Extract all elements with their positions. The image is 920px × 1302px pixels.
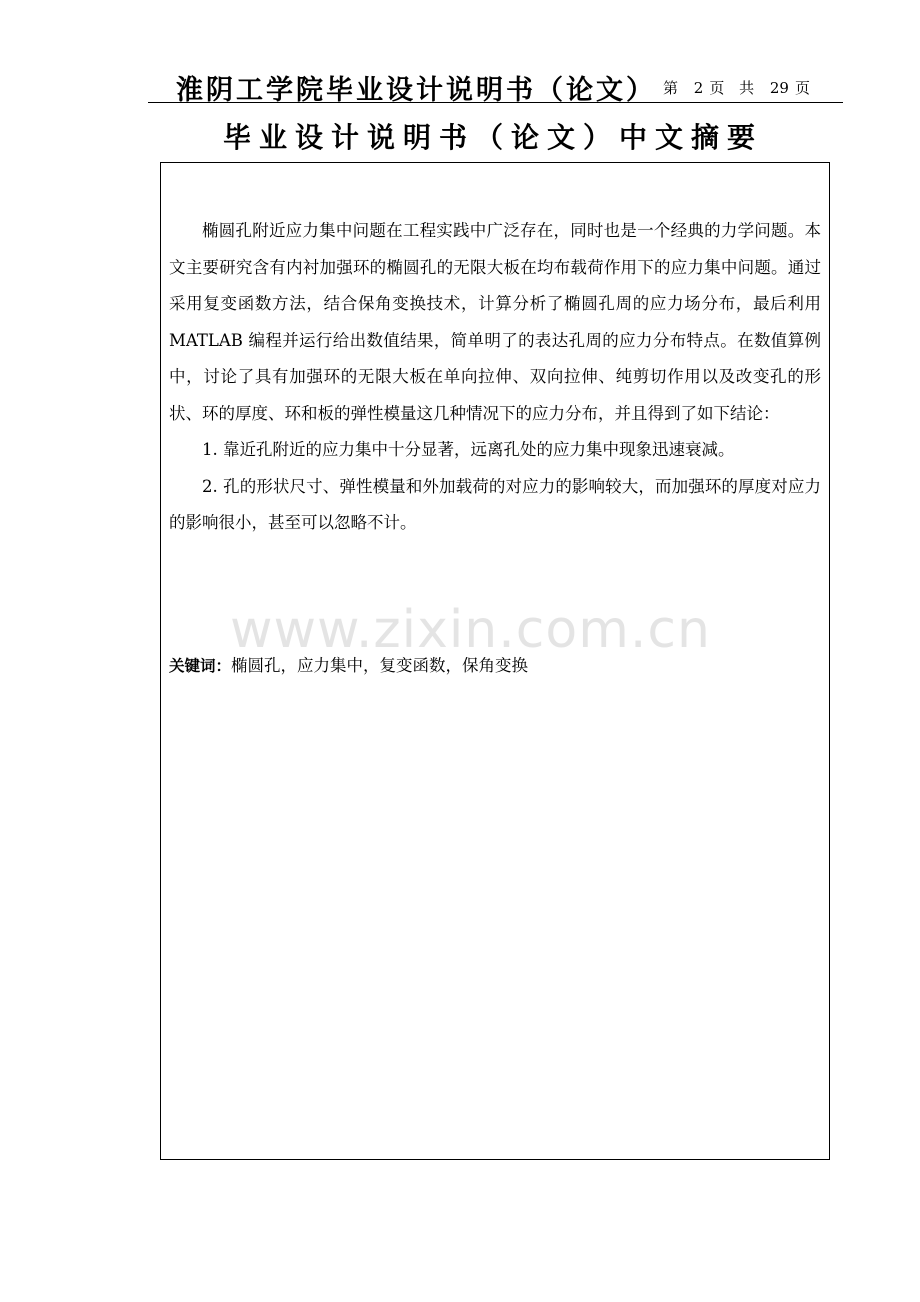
- conclusion-item: 2. 孔的形状尺寸、弹性模量和外加载荷的对应力的影响较大，而加强环的厚度对应力的影响很小，甚至可以忽略不计。: [169, 476, 821, 532]
- keywords-label: 关键词：: [169, 657, 232, 675]
- conclusion-item: 1. 靠近孔附近的应力集中十分显著，远离孔处的应力集中现象迅速衰减。: [202, 440, 735, 459]
- page-counter: [663, 77, 815, 98]
- page-title: 毕业设计说明书（论文）中文摘要: [222, 121, 763, 154]
- abstract-paragraph: 椭圆孔附近应力集中问题在工程实践中广泛存在，同时也是一个经典的力学问题。本文主要研究含有内衬加强环的椭圆孔的无限大板在均布载荷作用下的应力集中问题。通过采用复变函数方法，结合保角变换技术，计算分析了椭圆孔周的应力场分布，最后利用 MATLAB 编程并运行给出数值结果，简单明了的表达孔周的应力分布特点。在数值算例中，讨论了具有加强环的无限大板在单向拉伸、双向拉伸、纯剪切作用以及改变孔的形状、环的厚度、环和板的弹性模量这几种情况下的应力分布，并且得到了如下结论：: [169, 221, 821, 423]
- document-header-title: 淮阴工学院毕业设计说明书（论文）: [176, 75, 656, 106]
- total-pages: 29: [769, 79, 789, 97]
- page-header: [148, 60, 843, 106]
- page-prefix: 第: [662, 79, 683, 97]
- keywords-text: 椭圆孔，应力集中，复变函数，保角变换: [231, 656, 529, 675]
- page-suffix: 页: [794, 79, 815, 97]
- page-middle: 页 共: [709, 79, 760, 97]
- abstract-box: [160, 162, 830, 1160]
- watermark: www.zixin.com.cn: [230, 600, 711, 660]
- page-number: 2: [693, 79, 704, 97]
- abstract-body: [169, 213, 821, 542]
